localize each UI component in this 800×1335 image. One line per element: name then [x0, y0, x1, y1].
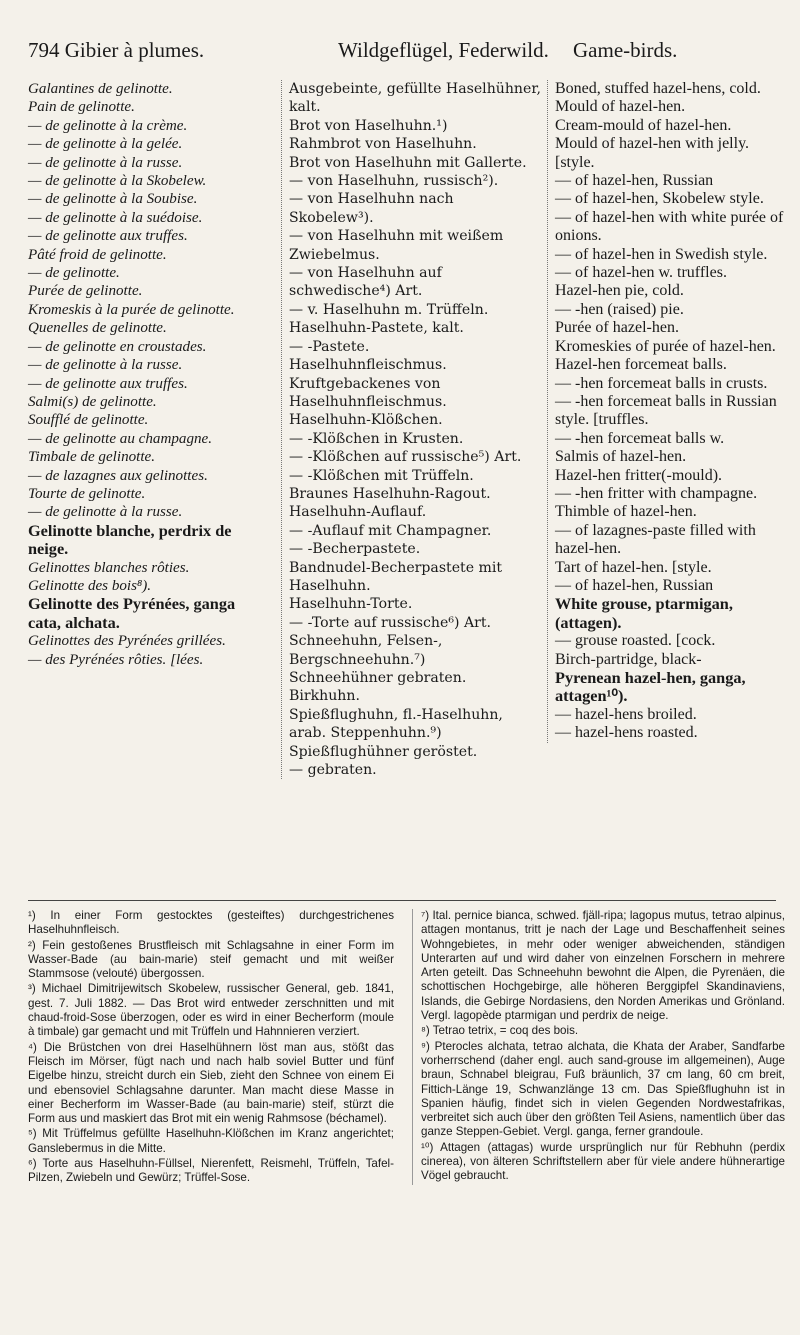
- footnotes: [28, 900, 785, 1185]
- english-dish-entry: — of lazagnes-paste filled with hazel-hen.: [555, 521, 756, 558]
- german-dish-entry: — -Becherpastete.: [289, 541, 421, 558]
- french-dish-entry: — de gelinotte.: [28, 265, 120, 282]
- german-dish-entry: Haselhuhn-Pastete, kalt.: [289, 320, 464, 337]
- french-dish-entry: — de gelinotte à la Soubise.: [28, 191, 198, 208]
- english-dish-entry: — of hazel-hen in Swedish style.: [555, 245, 768, 263]
- page-header: [28, 38, 772, 68]
- english-dish-entry: Hazel-hen fritter(-mould).: [555, 466, 723, 484]
- german-dish-entry: Haselhuhn-Klößchen.: [289, 412, 443, 429]
- french-dish-entry: Gelinotte des Pyrénées, ganga cata, alchata.: [28, 594, 236, 632]
- footnote: ⁹) Pterocles alchata, tetrao alchata, die Khata der Araber, Sandfarbe vorherrschend (daher engl. auch sand-grouse im allgemeinen), Auge braun, Schnabel bleigrau, Fuß bräunlich, 37 cm lang, 60 cm breit, Fittich-Länge 19, Schwanzlänge 13 cm. Das Spießflughuhn ist in Spanien häufig, findet sich in vielen Gegenden Nordwestafrikas, verbreitet sich auch über den größten Teil Asiens, namentlich über das ganze Steppen-Gebiet. Vergl. ganga, ferner grandoule.: [421, 1039, 785, 1139]
- page-number-title: 794 Gibier à plumes.: [28, 38, 205, 62]
- french-dish-entry: Timbale de gelinotte.: [28, 449, 156, 466]
- footnote: ³) Michael Dimitrijewitsch Skobelew, russischer General, geb. 1841, gest. 7. Juli 1882. — Das Brot wird entweder zerschnitten und mit chaud-froid-Sose überzogen, oder es wird in einer Becherform (moule à timbale) gar gemacht und mit Trüffeln und Hahnnieren verziert.: [28, 982, 394, 1039]
- footnote: ⁶) Torte aus Haselhuhn-Füllsel, Nierenfett, Reismehl, Trüffeln, Tafel-Pilzen, Zwiebeln und Gewürz; Trüffel-Sose.: [28, 1157, 394, 1185]
- english-dish-entry: Pyrenean hazel-hen, ganga, attagen¹⁰).: [555, 668, 746, 706]
- german-dish-entry: — gebraten.: [289, 762, 377, 779]
- german-column: [281, 80, 541, 779]
- french-dish-entry: Gelinottes blanches rôties.: [28, 559, 190, 576]
- footnotes-left: [28, 909, 394, 1187]
- french-dish-entry: Gelinotte des bois⁸).: [28, 577, 152, 594]
- german-dish-entry: Braunes Haselhuhn-Ragout.: [289, 485, 491, 502]
- english-column: [547, 80, 784, 743]
- french-dish-entry: — des Pyrénées rôties. [lées.: [28, 651, 204, 668]
- french-dish-entry: Gelinotte blanche, perdrix de neige.: [28, 520, 232, 559]
- german-dish-entry: Haselhuhn-Auflauf.: [289, 504, 427, 521]
- french-dish-entry: — de gelinotte à la Skobelew.: [28, 173, 207, 190]
- english-dish-entry: — of hazel-hen, Russian: [555, 576, 714, 594]
- german-dish-entry: Rahmbrot von Haselhuhn.: [289, 136, 477, 153]
- english-dish-entry: Mould of hazel-hen.: [555, 98, 686, 116]
- english-dish-entry: — -hen forcemeat balls in crusts.: [555, 374, 768, 392]
- french-column: [28, 80, 260, 669]
- english-dish-entry: Hazel-hen pie, cold.: [555, 282, 684, 300]
- french-dish-entry: Soufflé de gelinotte.: [28, 412, 149, 429]
- french-dish-entry: — de gelinotte aux truffes.: [28, 375, 188, 392]
- english-dish-entry: — of hazel-hen, Russian: [555, 172, 714, 190]
- german-dish-entry: — von Haselhuhn mit weißem Zwiebelmus.: [289, 228, 504, 263]
- german-dish-entry: — -Klößchen auf russische⁵) Art.: [289, 449, 522, 466]
- english-dish-entry: — of hazel-hen with white purée of onions.: [555, 208, 784, 245]
- french-dish-entry: — de gelinotte à la russe.: [28, 154, 183, 171]
- english-dish-entry: White grouse, ptarmigan, (attagen).: [555, 594, 733, 632]
- german-dish-entry: Ausgebeinte, gefüllte Haselhühner, kalt.: [289, 81, 542, 116]
- french-dish-entry: Quenelles de gelinotte.: [28, 320, 167, 337]
- english-dish-entry: — -hen forcemeat balls in Russian style. [truffles.: [555, 392, 777, 429]
- german-dish-entry: — -Torte auf russische⁶) Art.: [289, 614, 492, 631]
- english-dish-entry: Hazel-hen forcemeat balls.: [555, 356, 727, 374]
- german-dish-entry: Kruftgebackenes von Haselhuhnfleischmus.: [289, 375, 447, 410]
- german-dish-entry: Schneehühner gebraten.: [289, 670, 467, 686]
- footnote: ⁸) Tetrao tetrix, = coq des bois.: [421, 1024, 579, 1038]
- german-dish-entry: Brot von Haselhuhn mit Gallerte.: [289, 154, 527, 171]
- german-dish-entry: Bandnudel-Becherpastete mit Haselhuhn.: [289, 559, 503, 594]
- german-dish-entry: Schneehuhn, Felsen-, Bergschneehuhn.⁷): [289, 633, 443, 668]
- french-dish-entry: — de gelinotte à la russe.: [28, 357, 183, 374]
- german-dish-entry: — v. Haselhuhn m. Trüffeln.: [289, 301, 489, 318]
- english-dish-entry: Birch-partridge, black-: [555, 650, 702, 668]
- french-dish-entry: Purée de gelinotte.: [28, 283, 143, 300]
- english-heading: Game-birds.: [573, 38, 678, 62]
- german-dish-entry: — -Pastete.: [289, 338, 370, 355]
- french-dish-entry: — de lazagnes aux gelinottes.: [28, 467, 208, 484]
- english-dish-entry: — -hen (raised) pie.: [555, 300, 684, 318]
- french-dish-entry: Pâté froid de gelinotte.: [28, 246, 167, 263]
- english-dish-entry: Cream-mould of hazel-hen.: [555, 116, 732, 134]
- french-dish-entry: — de gelinotte à la gelée.: [28, 136, 183, 153]
- english-dish-entry: Tart of hazel-hen. [style.: [555, 558, 712, 576]
- menu-columns: [28, 80, 784, 900]
- french-dish-entry: — de gelinotte en croustades.: [28, 338, 207, 355]
- footnote: ¹) In einer Form gestocktes (gesteiftes) durchgestrichenes Haselhuhnfleisch.: [28, 909, 394, 937]
- french-dish-entry: Tourte de gelinotte.: [28, 485, 146, 502]
- german-dish-entry: Birkhuhn.: [289, 688, 360, 705]
- french-dish-entry: Pain de gelinotte.: [28, 99, 135, 116]
- english-dish-entry: — hazel-hens broiled.: [555, 705, 697, 723]
- german-dish-entry: Haselhuhn-Torte.: [289, 596, 413, 613]
- english-dish-entry: — -hen forcemeat balls w.: [555, 429, 725, 447]
- german-dish-entry: — von Haselhuhn auf schwedische⁴) Art.: [289, 265, 442, 300]
- french-dish-entry: Gelinottes des Pyrénées grillées.: [28, 633, 226, 650]
- german-dish-entry: — -Klößchen mit Trüffeln.: [289, 467, 474, 484]
- english-dish-entry: Thimble of hazel-hen.: [555, 503, 697, 521]
- french-dish-entry: — de gelinotte à la suédoise.: [28, 209, 203, 226]
- english-dish-entry: Purée of hazel-hen.: [555, 319, 679, 337]
- english-dish-entry: — -hen fritter with champagne.: [555, 484, 758, 502]
- french-dish-entry: Kromeskis à la purée de gelinotte.: [28, 301, 235, 318]
- german-dish-entry: Spießflughuhn, fl.-Haselhuhn, arab. Steppenhuhn.⁹): [289, 706, 503, 742]
- english-dish-entry: — of hazel-hen w. truffles.: [555, 264, 727, 282]
- german-dish-entry: — von Haselhuhn, russisch²).: [289, 173, 499, 190]
- german-dish-entry: Haselhuhnfleischmus.: [289, 357, 447, 374]
- french-dish-entry: Salmi(s) de gelinotte.: [28, 393, 157, 410]
- german-dish-entry: — -Klößchen in Krusten.: [289, 430, 464, 447]
- french-dish-entry: — de gelinotte à la crème.: [28, 117, 188, 134]
- footnote: ²) Fein gestoßenes Brustfleisch mit Schlagsahne in einer Form im Wasser-Bade (au bain-marie) steif gemacht und mit weißer Stammsose (velouté) übergossen.: [28, 938, 394, 981]
- english-dish-entry: — hazel-hens roasted.: [555, 724, 698, 742]
- german-dish-entry: Brot von Haselhuhn.¹): [289, 117, 448, 134]
- english-dish-entry: Kromeskies of purée of hazel-hen.: [555, 337, 776, 355]
- german-dish-entry: — -Auflauf mit Champagner.: [289, 522, 492, 539]
- footnote: ⁷) Ital. pernice bianca, schwed. fjäll-ripa; lagopus mutus, tetrao alpinus, attagen montanus, tritt je nach der Lage und Beschaffenheit seines Wohngebietes, in mehr oder weniger abweichenden, ständigen Unterarten auf und wird daher von einzelnen Forschern in mehrere Arten geteilt. Das Schneehuhn bewohnt die Alpen, die Pyrenäen, die schottischen Hochgebirge, alle höheren Berggipfel Skandinaviens, Islands, die Gebirge Nordasiens, den Norden Amerikas und Grönland. Vergl. lagopède ptarmigan und perdrix de neige.: [421, 909, 785, 1023]
- english-dish-entry: — grouse roasted. [cock.: [555, 632, 716, 650]
- english-dish-entry: — of hazel-hen, Skobelew style.: [555, 190, 764, 208]
- french-dish-entry: Galantines de gelinotte.: [28, 81, 173, 97]
- french-dish-entry: — de gelinotte à la russe.: [28, 504, 183, 521]
- english-dish-entry: Salmis of hazel-hen.: [555, 448, 687, 466]
- french-dish-entry: — de gelinotte aux truffes.: [28, 228, 188, 245]
- german-dish-entry: — von Haselhuhn nach Skobelew³).: [289, 191, 454, 226]
- german-heading: Wildgeflügel, Federwild.: [338, 38, 549, 62]
- footnote: ¹⁰) Attagen (attagas) wurde ursprünglich nur für Rebhuhn (perdix cinerea), von älteren Schriftstellern aber für viele andere hühnerartige Vögel gebraucht.: [421, 1140, 785, 1183]
- french-dish-entry: — de gelinotte au champagne.: [28, 430, 213, 447]
- german-dish-entry: Spießflughühner geröstet.: [289, 743, 478, 760]
- footnotes-right: [412, 909, 785, 1185]
- english-dish-entry: Mould of hazel-hen with jelly. [style.: [555, 135, 750, 171]
- footnote: ⁵) Mit Trüffelmus gefüllte Haselhuhn-Klößchen im Kranz angerichtet; Ganslebermus in die Mitte.: [28, 1127, 394, 1155]
- footnote: ⁴) Die Brüstchen von drei Haselhühnern löst man aus, stößt das Fleisch im Mörser, fügt nach und nach halb soviel Butter und fünf Eigelbe hinzu, streicht durch ein Sieb, zieht den Schnee von einem Ei und ebensoviel Schlagsahne darunter. Man macht diese Masse in einer Becherform im Wasser-Bade (au bain-marie) steif, stürzt die Form aus und maskiert das Brot mit ein wenig Rahmsose (béchamel).: [28, 1040, 394, 1126]
- english-dish-entry: Boned, stuffed hazel-hens, cold.: [555, 80, 761, 97]
